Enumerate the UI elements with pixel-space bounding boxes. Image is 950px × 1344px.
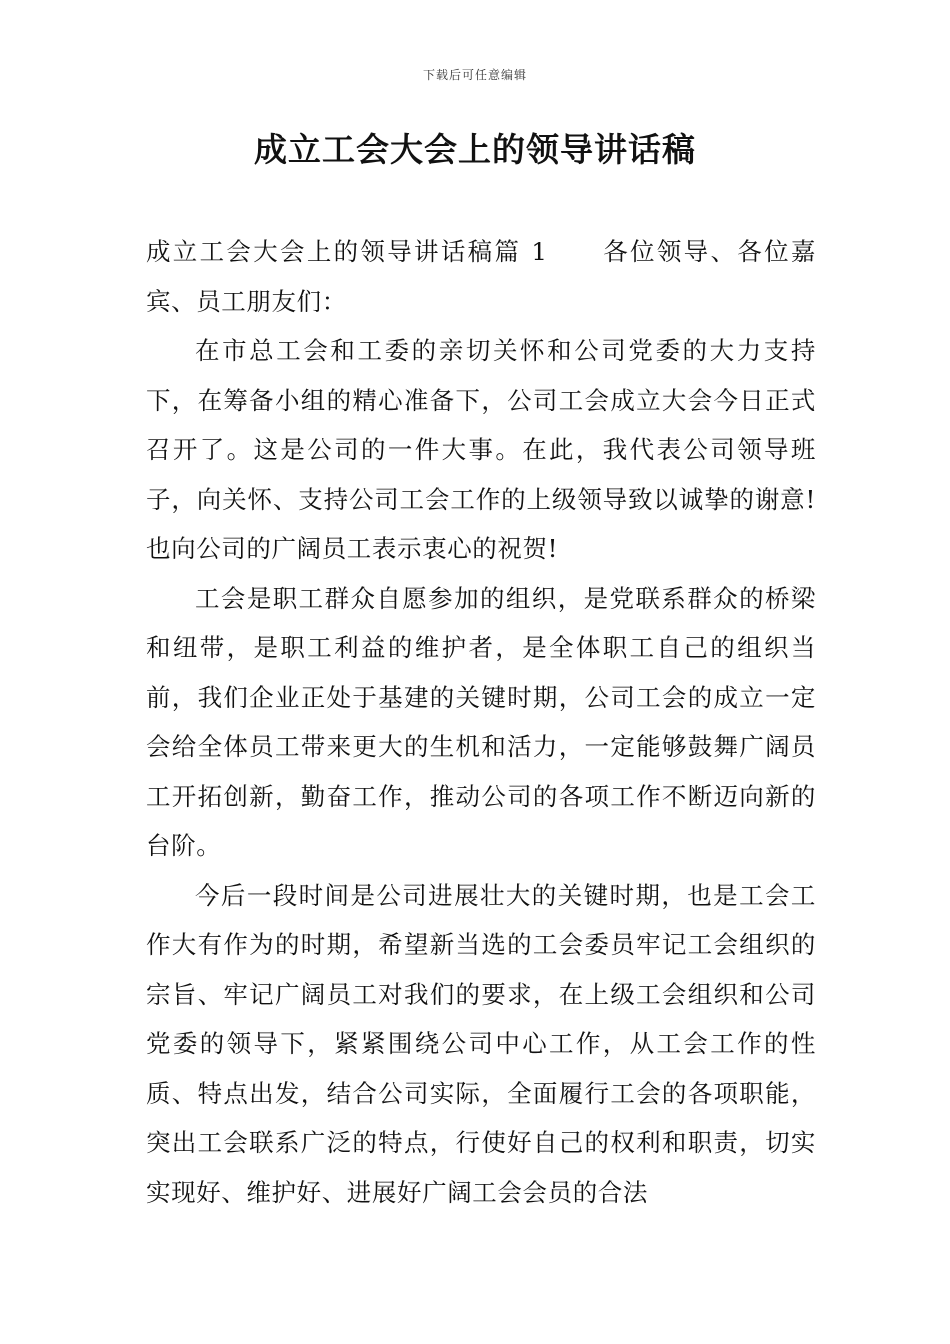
section-heading: 成立工会大会上的领导讲话稿篇 1 bbox=[146, 237, 548, 266]
document-title: 成立工会大会上的领导讲话稿 bbox=[254, 130, 696, 169]
body-paragraph-1: 在市总工会和工委的亲切关怀和公司党委的大力支持下，在筹备小组的精心准备下，公司工会成立大会今日正式召开了。这是公司的一件大事。在此，我代表公司领导班子，向关怀、支持公司工会工作的上级领导致以诚挚的谢意!也向公司的广阔员工表示衷心的祝贺! bbox=[146, 336, 816, 563]
salutation: 各位领导、各位嘉宾、员工朋友们： bbox=[146, 237, 816, 316]
body-paragraph-3: 今后一段时间是公司进展壮大的关键时期，也是工会工作大有作为的时期，希望新当选的工会委员牢记工会组织的宗旨、牢记广阔员工对我们的要求，在上级工会组织和公司党委的领导下，紧紧围绕公司中心工作，从工会工作的性质、特点出发，结合公司实际，全面履行工会的各项职能，突出工会联系广泛的特点，行使好自己的权利和职责，切实实现好、维护好、进展好广阔工会会员的合法 bbox=[146, 880, 816, 1207]
body-paragraph-2: 工会是职工群众自愿参加的组织，是党联系群众的桥梁和纽带，是职工利益的维护者，是全体职工自己的组织当前，我们企业正处于基建的关键时期，公司工会的成立一定会给全体员工带来更大的生机和活力，一定能够鼓舞广阔员工开拓创新，勤奋工作，推动公司的各项工作不断迈向新的台阶。 bbox=[146, 583, 816, 860]
document-body bbox=[146, 227, 816, 1217]
intro-paragraph bbox=[146, 227, 816, 326]
header-note: 下载后可任意编辑 bbox=[422, 68, 527, 82]
